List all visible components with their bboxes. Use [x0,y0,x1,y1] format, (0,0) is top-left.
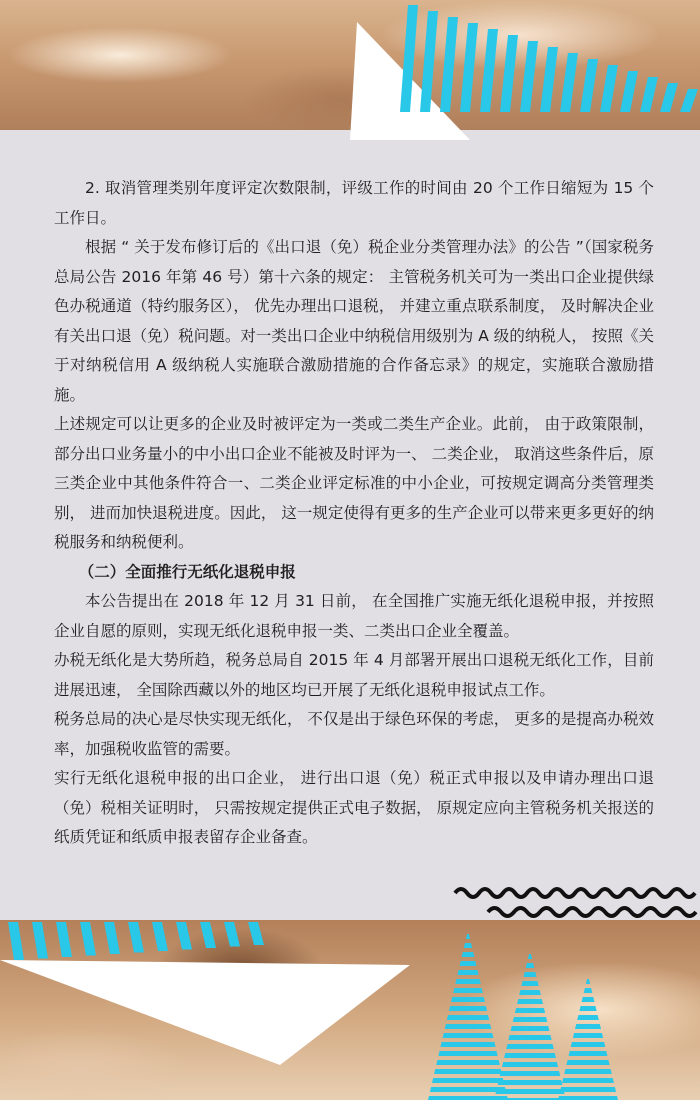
triangle-stripe [400,1008,660,1013]
triangle-stripe [400,963,660,968]
paragraph: 办税无纸化是大势所趋，税务总局自 2015 年 4 月部署开展出口退税无纸化工作，目前进展迅速， 全国除西藏以外的地区均已开展了无纸化退税申报试点工作。 [54,651,654,699]
triangle-stripe [400,943,660,948]
triangle-stripe [400,1017,660,1022]
cyan-stripe [128,922,144,953]
cyan-stripe [640,77,658,112]
section-heading: （二）全面推行无纸化退税申报 [78,562,296,581]
triangle-stripe [400,954,660,959]
cyan-stripe [80,922,96,956]
paragraph: 根据 “ 关于发布修订后的《出口退（免）税企业分类管理办法》的公告 ”（国家税务总局公告 2016 年第 46 号）第十六条的规定： 主管税务机关可为一类出口企业提供绿色办税通道（特约服务区）， 优先办理出口退税， 并建立重点联系制度， 及时解决企业有关出口退（免）税问题。对一类出口企业中纳税信用级别为 A 级的纳税人， 按照《关于对纳税信用 A 级纳税人实施联合激励措施的合作备忘录》的规定，实施联合激励措施。 [54,238,654,404]
cyan-stripe [560,53,578,112]
triangle-stripe [400,1044,660,1049]
cyan-stripe [176,922,192,950]
triangle-stripe [400,999,660,1004]
cyan-stripe [32,922,48,959]
cyan-stripe [200,922,216,948]
cyan-stripe [540,47,558,112]
bottom-white-triangle [0,960,410,1065]
cyan-stripe [224,922,240,947]
paragraph: 税务总局的决心是尽快实现无纸化， 不仅是出于绿色环保的考虑， 更多的是提高办税效率，加强税收监管的需要。 [54,710,654,758]
cyan-stripe [104,922,120,954]
cyan-stripe [620,71,638,112]
cyan-stripe [520,41,538,112]
paragraph: 上述规定可以让更多的企业及时被评定为一类或二类生产企业。此前， 由于政策限制， 部分出口业务量小的中小出口企业不能被及时评为一、 二类企业， 取消这些条件后，原三类企业中其他条件符合一、二类企业评定标准的中小企业，可按规定调高分类管理类别， 进而加快退税进度。因此， 这一规定使得有更多的生产企业可以带来更多更好的纳税服务和纳税便利。 [54,415,654,551]
bottom-cyan-stripes [8,922,264,960]
cyan-stripe [500,35,518,112]
paragraph: 2. 取消管理类别年度评定次数限制，评级工作的时间由 20 个工作日缩短为 15 个工作日。 [54,179,654,227]
cyan-stripe [680,89,698,112]
cyan-stripe [440,17,458,112]
cyan-stripe [420,11,438,112]
cyan-stripe [580,59,598,112]
cyan-stripe [56,922,72,957]
triangle-stripe [400,1035,660,1040]
triangle-stripe [400,981,660,986]
cyan-stripe [600,65,618,112]
cyan-stripe [248,922,264,945]
cyan-stripe [660,83,678,112]
zigzag-line-1 [455,889,695,897]
paragraph: 实行无纸化退税申报的出口企业， 进行出口退（免）税正式申报以及申请办理出口退（免）税相关证明时， 只需按规定提供正式电子数据， 原规定应向主管税务机关报送的纸质凭证和纸质申报表留存企业备查。 [54,769,654,846]
triangle-stripe [400,934,660,939]
top-cyan-stripes [400,5,698,112]
triangle-stripe [400,990,660,995]
zigzag-line-2 [488,908,696,916]
article-body [54,174,654,853]
cyan-stripe [480,29,498,112]
paragraph: 本公告提出在 2018 年 12 月 31 日前， 在全国推广实施无纸化退税申报，并按照企业自愿的原则，实现无纸化退税申报一类、二类出口企业全覆盖。 [54,592,654,640]
triangle-stripe [400,972,660,977]
cyan-stripe [152,922,168,951]
triangle-stripe [400,1026,660,1031]
cyan-stripe [460,23,478,112]
cyan-stripe [8,922,24,960]
